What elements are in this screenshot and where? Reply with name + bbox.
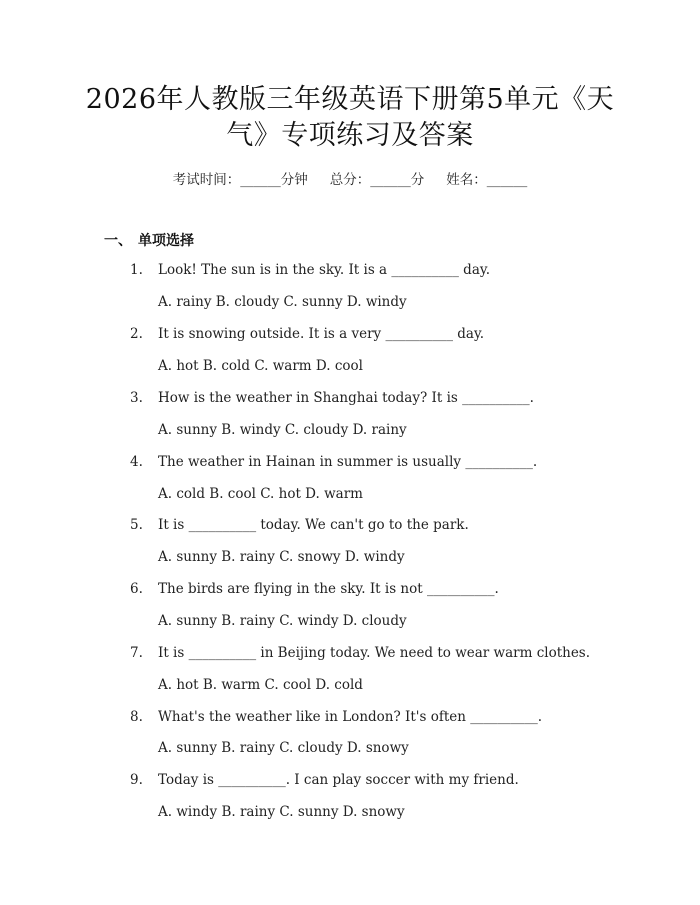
question-6 (130, 581, 499, 597)
question-text: It is snowing outside. It is a very __________ day. (158, 326, 485, 342)
question-1-options: A. rainy B. cloudy C. sunny D. windy (158, 294, 407, 310)
question-3-options: A. sunny B. windy C. cloudy D. rainy (158, 422, 407, 438)
question-text: The birds are flying in the sky. It is not __________. (158, 581, 499, 597)
question-number: 4. (130, 454, 143, 470)
question-4 (130, 454, 537, 470)
question-number: 8. (130, 709, 143, 725)
document-title-line-2: 气》专项练习及答案 (226, 120, 474, 151)
question-text: It is __________ in Beijing today. We need to wear warm clothes. (158, 645, 591, 661)
question-number: 6. (130, 581, 143, 597)
question-number: 3. (130, 390, 143, 406)
question-text: The weather in Hainan in summer is usually __________. (158, 454, 538, 470)
question-text: How is the weather in Shanghai today? It is __________. (158, 390, 534, 406)
question-8 (130, 709, 542, 725)
question-8-options: A. sunny B. rainy C. cloudy D. snowy (158, 740, 409, 756)
question-text: Look! The sun is in the sky. It is a __________ day. (158, 262, 491, 278)
question-7-options: A. hot B. warm C. cool D. cold (158, 677, 363, 693)
question-5-options: A. sunny B. rainy C. snowy D. windy (158, 549, 405, 565)
question-text: It is __________ today. We can't go to the park. (158, 517, 469, 533)
question-5 (130, 517, 469, 533)
question-9 (130, 772, 519, 788)
exam-info-line (0, 168, 700, 188)
question-number: 2. (130, 326, 143, 342)
question-4-options: A. cold B. cool C. hot D. warm (158, 486, 363, 502)
question-text: Today is __________. I can play soccer with my friend. (158, 772, 519, 788)
question-number: 7. (130, 645, 143, 661)
question-2 (130, 326, 484, 342)
question-text: What's the weather like in London? It's often __________. (158, 709, 543, 725)
section-number: 一、 (104, 233, 132, 249)
question-2-options: A. hot B. cold C. warm D. cool (158, 358, 363, 374)
question-6-options: A. sunny B. rainy C. windy D. cloudy (158, 613, 407, 629)
question-3 (130, 390, 534, 406)
question-number: 9. (130, 772, 143, 788)
question-number: 5. (130, 517, 143, 533)
exam-time-label: 考试时间：______分钟 (172, 172, 308, 188)
question-number: 1. (130, 262, 143, 278)
document-title-line-1: 2026年人教版三年级英语下册第5单元《天 (85, 84, 615, 115)
student-name-label: 姓名：______ (446, 172, 528, 188)
question-9-options: A. windy B. rainy C. sunny D. snowy (158, 804, 405, 820)
total-score-label: 总分：______分 (329, 172, 425, 188)
section-heading (104, 230, 194, 250)
question-7 (130, 645, 590, 661)
section-title: 单项选择 (138, 233, 194, 249)
question-1 (130, 262, 490, 278)
